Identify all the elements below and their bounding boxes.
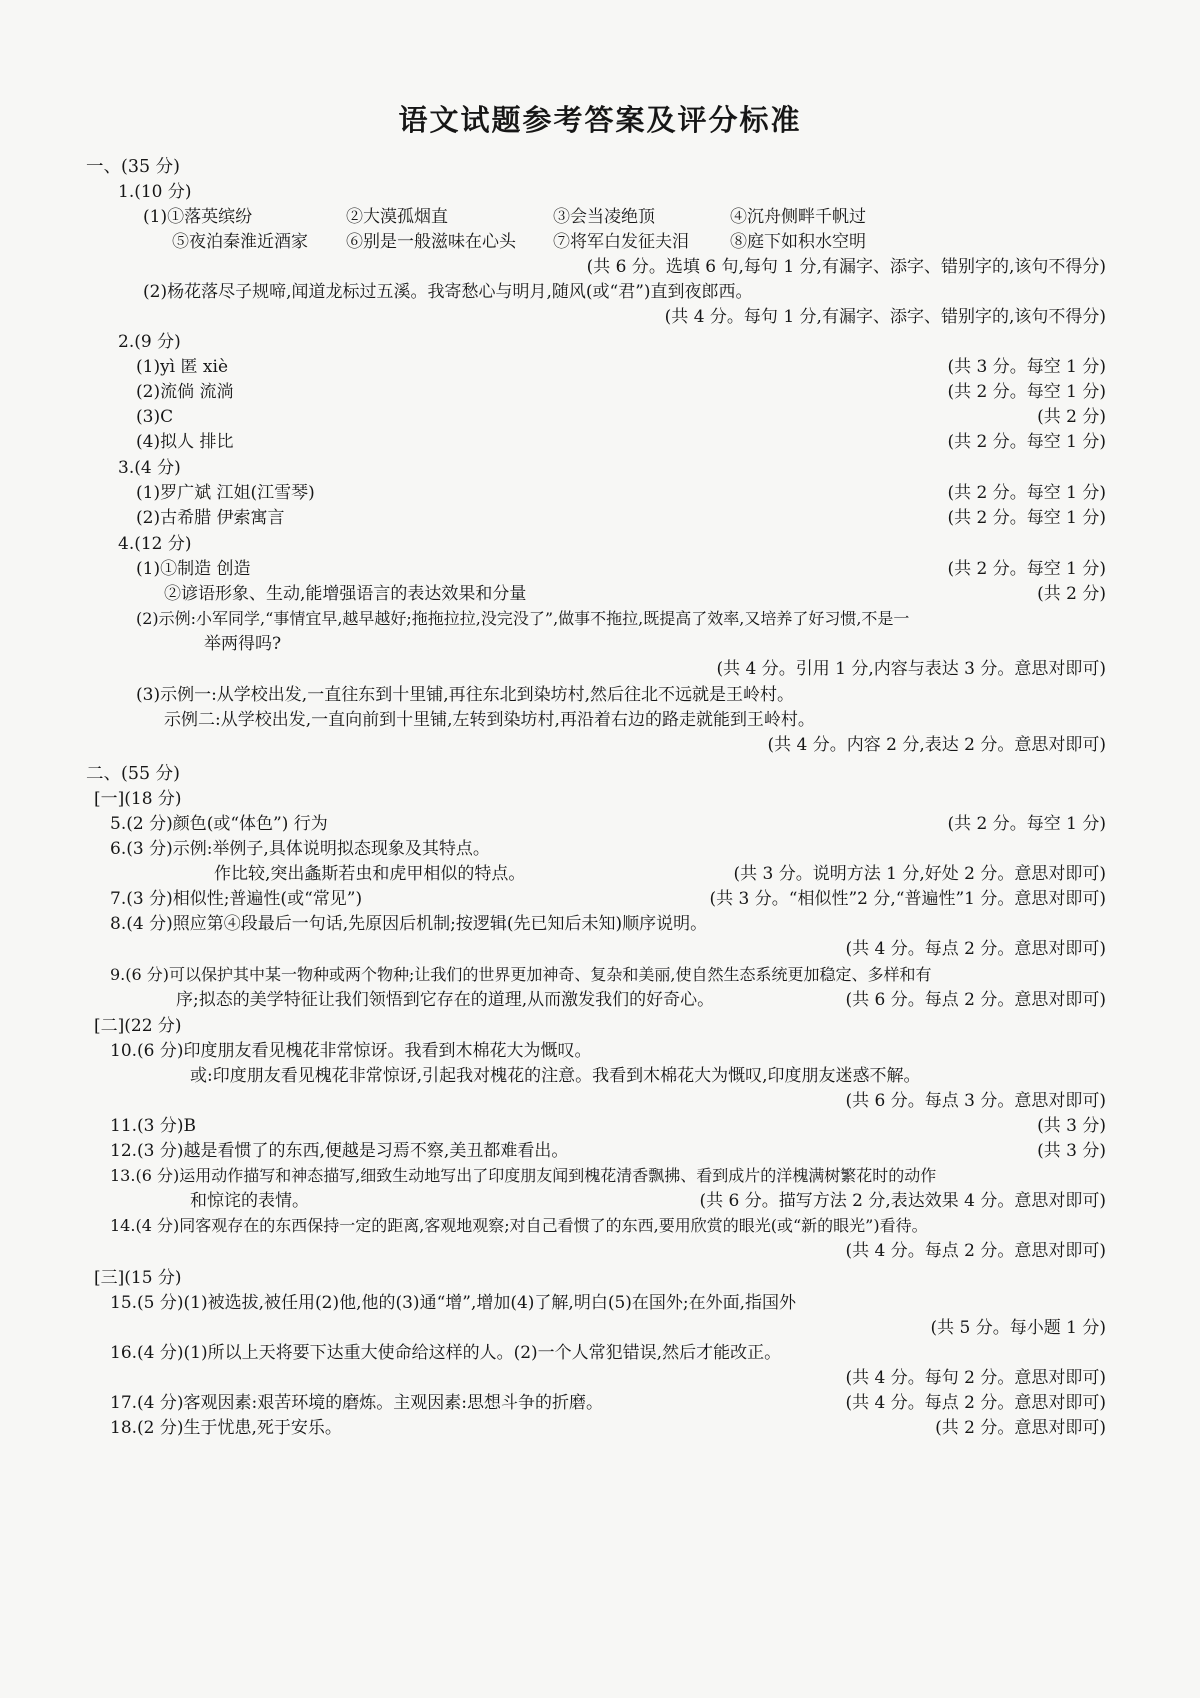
answer-line: (4)拟人 排比 (136, 432, 234, 452)
score-note: (共 2 分。每空 1 分) (947, 432, 1106, 452)
answer-line: 8.(4 分)照应第④段最后一句话,先原因后机制;按逻辑(先已知后未知)顺序说明。 (110, 914, 708, 934)
answer-line: 作比较,突出螽斯若虫和虎甲相似的特点。 (214, 864, 526, 884)
answer-cell: ⑥别是一般滋味在心头 (346, 232, 516, 252)
answer-line: 示例二:从学校出发,一直向前到十里铺,左转到染坊村,再沿着右边的路走就能到王岭村。 (164, 710, 815, 730)
score-note: (共 4 分。引用 1 分,内容与表达 3 分。意思对即可) (716, 659, 1106, 679)
answer-line: 15.(5 分)(1)被选拔,被任用(2)他,他的(3)通“增”,增加(4)了解,明白(5)在国外;在外面,指国外 (110, 1293, 797, 1313)
score-note: (共 4 分。每点 2 分。意思对即可) (845, 1393, 1106, 1413)
answer-line: 6.(3 分)示例:举例子,具体说明拟态现象及其特点。 (110, 839, 490, 859)
answer-line: 9.(6 分)可以保护其中某一物种或两个物种;让我们的世界更加神奇、复杂和美丽,使自然生态系统更加稳定、多样和有 (110, 965, 932, 984)
answer-line: (3)示例一:从学校出发,一直往东到十里铺,再往东北到染坊村,然后往北不远就是王岭村。 (136, 685, 795, 705)
score-note: (共 4 分。每句 1 分,有漏字、添字、错别字的,该句不得分) (664, 307, 1106, 327)
answer-line: 举两得吗? (204, 634, 282, 654)
answer-cell: ③会当凌绝顶 (553, 207, 655, 227)
score-note: (共 2 分。意思对即可) (935, 1418, 1106, 1438)
answer-line: 序;拟态的美学特征让我们领悟到它存在的道理,从而激发我们的好奇心。 (176, 990, 715, 1010)
score-note: (共 6 分。每点 2 分。意思对即可) (845, 990, 1106, 1010)
question-heading: 3.(4 分) (118, 458, 181, 478)
score-note: (共 3 分。每空 1 分) (947, 357, 1106, 377)
section-heading: 一、(35 分) (86, 157, 180, 177)
score-note: (共 6 分。每点 3 分。意思对即可) (845, 1091, 1106, 1111)
question-heading: 2.(9 分) (118, 332, 181, 352)
group-heading: [三](15 分) (94, 1268, 182, 1288)
group-heading: [二](22 分) (94, 1016, 182, 1036)
score-note: (共 5 分。每小题 1 分) (930, 1318, 1106, 1338)
answer-line: 14.(4 分)同客观存在的东西保持一定的距离,客观地观察;对自己看惯了的东西,要用欣赏的眼光(或“新的眼光”)看待。 (110, 1216, 928, 1235)
answer-line: (1)罗广斌 江姐(江雪琴) (136, 483, 315, 503)
score-note: (共 2 分。每空 1 分) (947, 559, 1106, 579)
answer-line: 10.(6 分)印度朋友看见槐花非常惊讶。我看到木棉花大为慨叹。 (110, 1041, 592, 1061)
score-note: (共 2 分。每空 1 分) (947, 382, 1106, 402)
score-note: (共 3 分) (1037, 1141, 1106, 1161)
answer-cell: ⑦将军白发征夫泪 (553, 232, 689, 252)
answer-line: 或:印度朋友看见槐花非常惊讶,引起我对槐花的注意。我看到木棉花大为慨叹,印度朋友迷惑不解。 (190, 1066, 921, 1086)
question-heading: 4.(12 分) (118, 534, 192, 554)
answer-line: 13.(6 分)运用动作描写和神态描写,细致生动地写出了印度朋友闻到槐花清香飘拂、看到成片的洋槐满树繁花时的动作 (110, 1166, 937, 1185)
answer-line: 7.(3 分)相似性;普遍性(或“常见”) (110, 889, 363, 909)
answer-line: (2)流倘 流淌 (136, 382, 234, 402)
answer-line: 和惊诧的表情。 (190, 1191, 309, 1211)
section-heading: 二、(55 分) (86, 764, 180, 784)
score-note: (共 2 分) (1037, 584, 1106, 604)
answer-line: 5.(2 分)颜色(或“体色”) 行为 (110, 814, 328, 834)
answer-cell: ⑤夜泊秦淮近酒家 (172, 232, 308, 252)
answer-line: (3)C (136, 407, 174, 427)
answer-line: 11.(3 分)B (110, 1116, 197, 1136)
answer-cell: ②大漠孤烟直 (346, 207, 448, 227)
score-note: (共 3 分) (1037, 1116, 1106, 1136)
answer-line: (2)示例:小军同学,“事情宜早,越早越好;拖拖拉拉,没完没了”,做事不拖拉,既提高了效率,又培养了好习惯,不是一 (136, 609, 910, 628)
answer-line: 16.(4 分)(1)所以上天将要下达重大使命给这样的人。(2)一个人常犯错误,然后才能改正。 (110, 1343, 782, 1363)
score-note: (共 3 分。说明方法 1 分,好处 2 分。意思对即可) (733, 864, 1106, 884)
score-note: (共 4 分。每点 2 分。意思对即可) (845, 1241, 1106, 1261)
score-note: (共 6 分。描写方法 2 分,表达效果 4 分。意思对即可) (699, 1191, 1106, 1211)
score-note: (共 4 分。内容 2 分,表达 2 分。意思对即可) (767, 735, 1106, 755)
page-title: 语文试题参考答案及评分标准 (398, 103, 802, 137)
answer-line: 17.(4 分)客观因素:艰苦环境的磨炼。主观因素:思想斗争的折磨。 (110, 1393, 603, 1413)
answer-cell: ⑧庭下如积水空明 (730, 232, 866, 252)
answer-line: (2)古希腊 伊索寓言 (136, 508, 285, 528)
answer-cell: ④沉舟侧畔千帆过 (730, 207, 866, 227)
answer-line: 18.(2 分)生于忧患,死于安乐。 (110, 1418, 342, 1438)
question-heading: 1.(10 分) (118, 182, 192, 202)
score-note: (共 2 分。每空 1 分) (947, 508, 1106, 528)
answer-cell: (1)①落英缤纷 (143, 207, 253, 227)
answer-line: ②谚语形象、生动,能增强语言的表达效果和分量 (164, 584, 527, 604)
score-note: (共 4 分。每句 2 分。意思对即可) (845, 1368, 1106, 1388)
score-note: (共 2 分。每空 1 分) (947, 483, 1106, 503)
answer-line: (1)yì 匿 xiè (136, 357, 229, 377)
score-note: (共 4 分。每点 2 分。意思对即可) (845, 939, 1106, 959)
score-note: (共 6 分。选填 6 句,每句 1 分,有漏字、添字、错别字的,该句不得分) (586, 257, 1106, 277)
score-note: (共 3 分。“相似性”2 分,“普遍性”1 分。意思对即可) (709, 889, 1106, 909)
answer-line: (2)杨花落尽子规啼,闻道龙标过五溪。我寄愁心与明月,随风(或“君”)直到夜郎西。 (143, 282, 753, 302)
score-note: (共 2 分) (1037, 407, 1106, 427)
group-heading: [一](18 分) (94, 789, 182, 809)
answer-line: (1)①制造 创造 (136, 559, 251, 579)
answer-line: 12.(3 分)越是看惯了的东西,便越是习焉不察,美丑都难看出。 (110, 1141, 569, 1161)
score-note: (共 2 分。每空 1 分) (947, 814, 1106, 834)
